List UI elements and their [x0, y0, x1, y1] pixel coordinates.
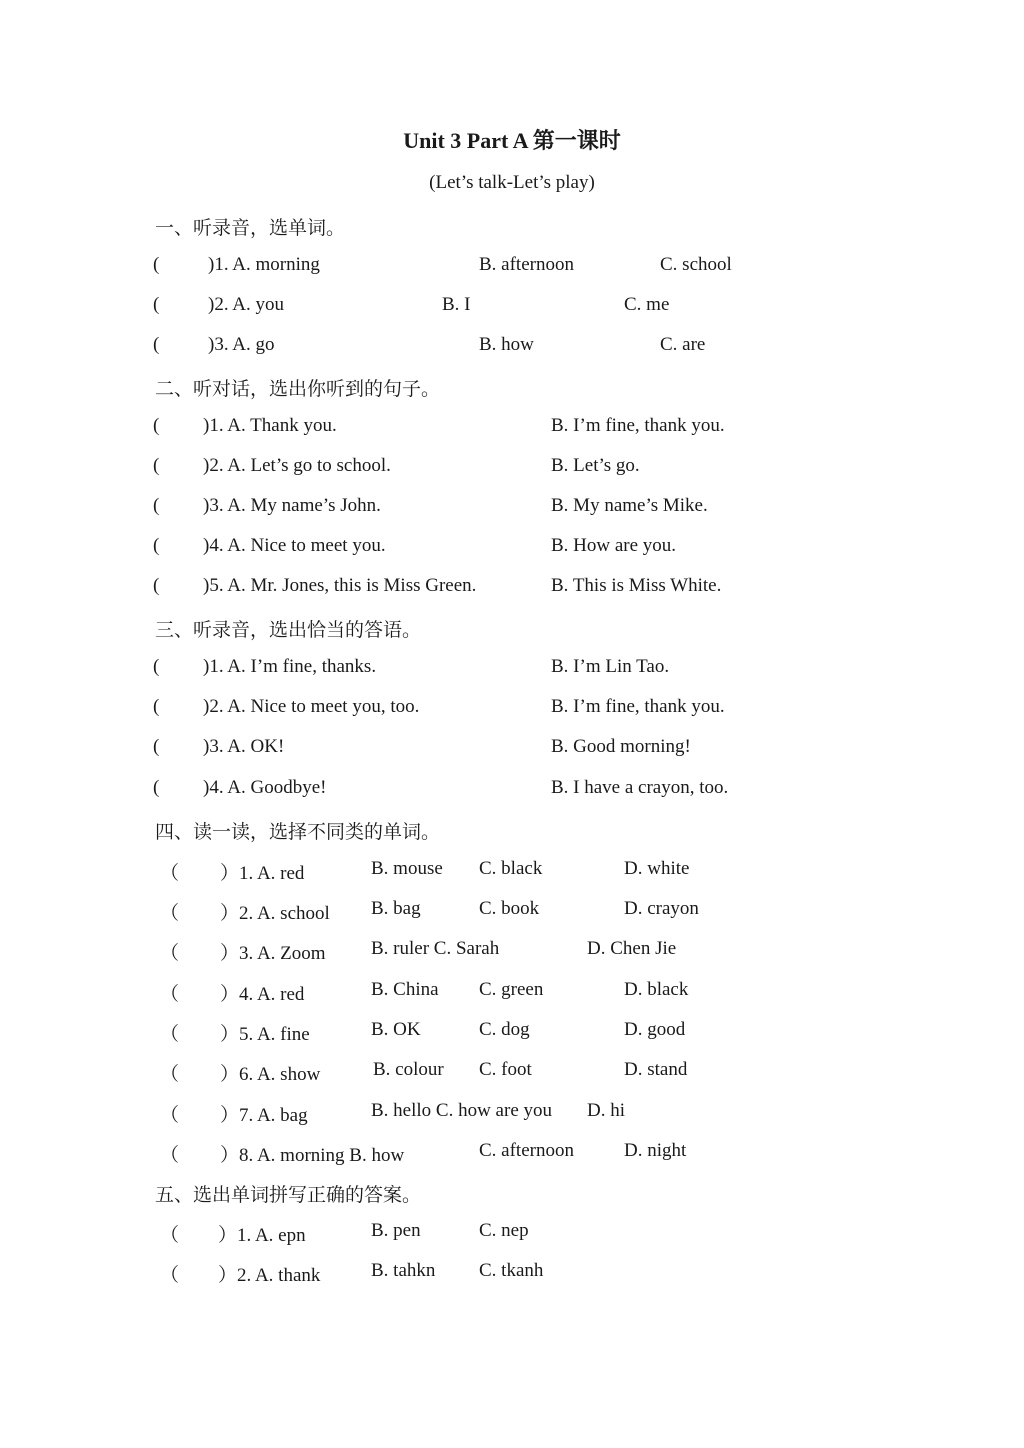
option-b: B. bag: [371, 898, 421, 919]
answer-paren: (: [153, 575, 160, 596]
question-option-a: )3. A. OK!: [203, 736, 285, 757]
option-d: D. white: [624, 858, 690, 879]
option-b: B. Let’s go.: [551, 455, 640, 476]
option-b: B. I’m fine, thank you.: [551, 415, 725, 436]
question-option-a: ）4. A. red: [220, 984, 305, 1005]
option-c: C. tkanh: [479, 1260, 544, 1281]
option-d: D. hi: [587, 1100, 625, 1121]
option-d: D. night: [624, 1140, 687, 1161]
answer-paren: (: [153, 415, 160, 436]
option-c: C. me: [624, 294, 670, 315]
option-d: D. crayon: [624, 898, 699, 919]
question-option-a-b: ）8. A. morning B. how: [220, 1145, 405, 1166]
option-b: B. I have a crayon, too.: [551, 777, 729, 798]
question-option-a: )3. A. My name’s John.: [203, 495, 381, 516]
answer-paren: (: [153, 495, 160, 516]
answer-paren: （: [160, 1265, 180, 1286]
option-b: B. how: [479, 334, 534, 355]
option-c: C. dog: [479, 1019, 530, 1040]
question-option-a: ）5. A. fine: [220, 1024, 310, 1045]
answer-paren: (: [153, 656, 160, 677]
option-b-c: B. hello C. how are you: [371, 1100, 553, 1121]
answer-paren: （: [160, 903, 180, 924]
answer-paren: (: [153, 736, 160, 757]
section-4-heading: 四、读一读，选择不同类的单词。: [155, 821, 441, 843]
question-option-a: )2. A. you: [208, 294, 284, 315]
question-option-a: )2. A. Nice to meet you, too.: [203, 696, 420, 717]
question-option-a: ）7. A. bag: [220, 1105, 308, 1126]
option-b: B. OK: [371, 1019, 421, 1040]
option-b: B. Good morning!: [551, 736, 691, 757]
answer-paren: (: [153, 294, 160, 315]
option-c: C. book: [479, 898, 540, 919]
question-option-a: )5. A. Mr. Jones, this is Miss Green.: [203, 575, 477, 596]
question-option-a: ）2. A. thank: [218, 1265, 321, 1286]
option-d: D. stand: [624, 1059, 688, 1080]
question-option-a: )1. A. I’m fine, thanks.: [203, 656, 377, 677]
option-b: B. afternoon: [479, 254, 574, 275]
option-b: B. How are you.: [551, 535, 677, 556]
question-option-a: ）2. A. school: [220, 903, 330, 924]
section-3-heading: 三、听录音，选出恰当的答语。: [155, 619, 422, 641]
option-b: B. mouse: [371, 858, 443, 879]
option-b: B. tahkn: [371, 1260, 436, 1281]
answer-paren: (: [153, 455, 160, 476]
option-c: C. green: [479, 979, 544, 1000]
option-b: B. My name’s Mike.: [551, 495, 708, 516]
option-b: B. I’m Lin Tao.: [551, 656, 670, 677]
option-b: B. I’m fine, thank you.: [551, 696, 725, 717]
option-b: B. colour: [373, 1059, 444, 1080]
section-2-heading: 二、听对话，选出你听到的句子。: [155, 378, 441, 400]
question-option-a: ）3. A. Zoom: [220, 943, 326, 964]
question-option-a: ）1. A. red: [220, 863, 305, 884]
option-b-c: B. ruler C. Sarah: [371, 938, 500, 959]
option-c: C. black: [479, 858, 543, 879]
option-b: B. This is Miss White.: [551, 575, 722, 596]
answer-paren: (: [153, 535, 160, 556]
question-option-a: ）1. A. epn: [218, 1225, 306, 1246]
answer-paren: （: [160, 1064, 180, 1085]
option-c: C. school: [660, 254, 732, 275]
question-option-a: )4. A. Goodbye!: [203, 777, 327, 798]
option-c: C. afternoon: [479, 1140, 574, 1161]
question-option-a: )1. A. morning: [208, 254, 320, 275]
question-option-a: )2. A. Let’s go to school.: [203, 455, 391, 476]
section-1-heading: 一、听录音，选单词。: [155, 217, 346, 239]
option-d: D. Chen Jie: [587, 938, 677, 959]
answer-paren: (: [153, 254, 160, 275]
option-c: C. foot: [479, 1059, 532, 1080]
answer-paren: （: [160, 1024, 180, 1045]
question-option-a: )1. A. Thank you.: [203, 415, 337, 436]
option-b: B. I: [442, 294, 471, 315]
answer-paren: （: [160, 984, 180, 1005]
option-d: D. black: [624, 979, 689, 1000]
option-c: C. are: [660, 334, 706, 355]
answer-paren: （: [160, 1105, 180, 1126]
question-option-a: )3. A. go: [208, 334, 275, 355]
question-option-a: )4. A. Nice to meet you.: [203, 535, 386, 556]
answer-paren: （: [160, 863, 180, 884]
option-d: D. good: [624, 1019, 686, 1040]
question-option-a: ）6. A. show: [220, 1064, 321, 1085]
option-b: B. China: [371, 979, 439, 1000]
page-title: Unit 3 Part A 第一课时: [403, 128, 621, 153]
answer-paren: (: [153, 334, 160, 355]
section-5-heading: 五、选出单词拼写正确的答案。: [155, 1184, 422, 1206]
answer-paren: （: [160, 1225, 180, 1246]
option-c: C. nep: [479, 1220, 529, 1241]
answer-paren: （: [160, 943, 180, 964]
answer-paren: （: [160, 1145, 180, 1166]
page-subtitle: (Let’s talk-Let’s play): [429, 172, 595, 193]
option-b: B. pen: [371, 1220, 421, 1241]
answer-paren: (: [153, 777, 160, 798]
answer-paren: (: [153, 696, 160, 717]
